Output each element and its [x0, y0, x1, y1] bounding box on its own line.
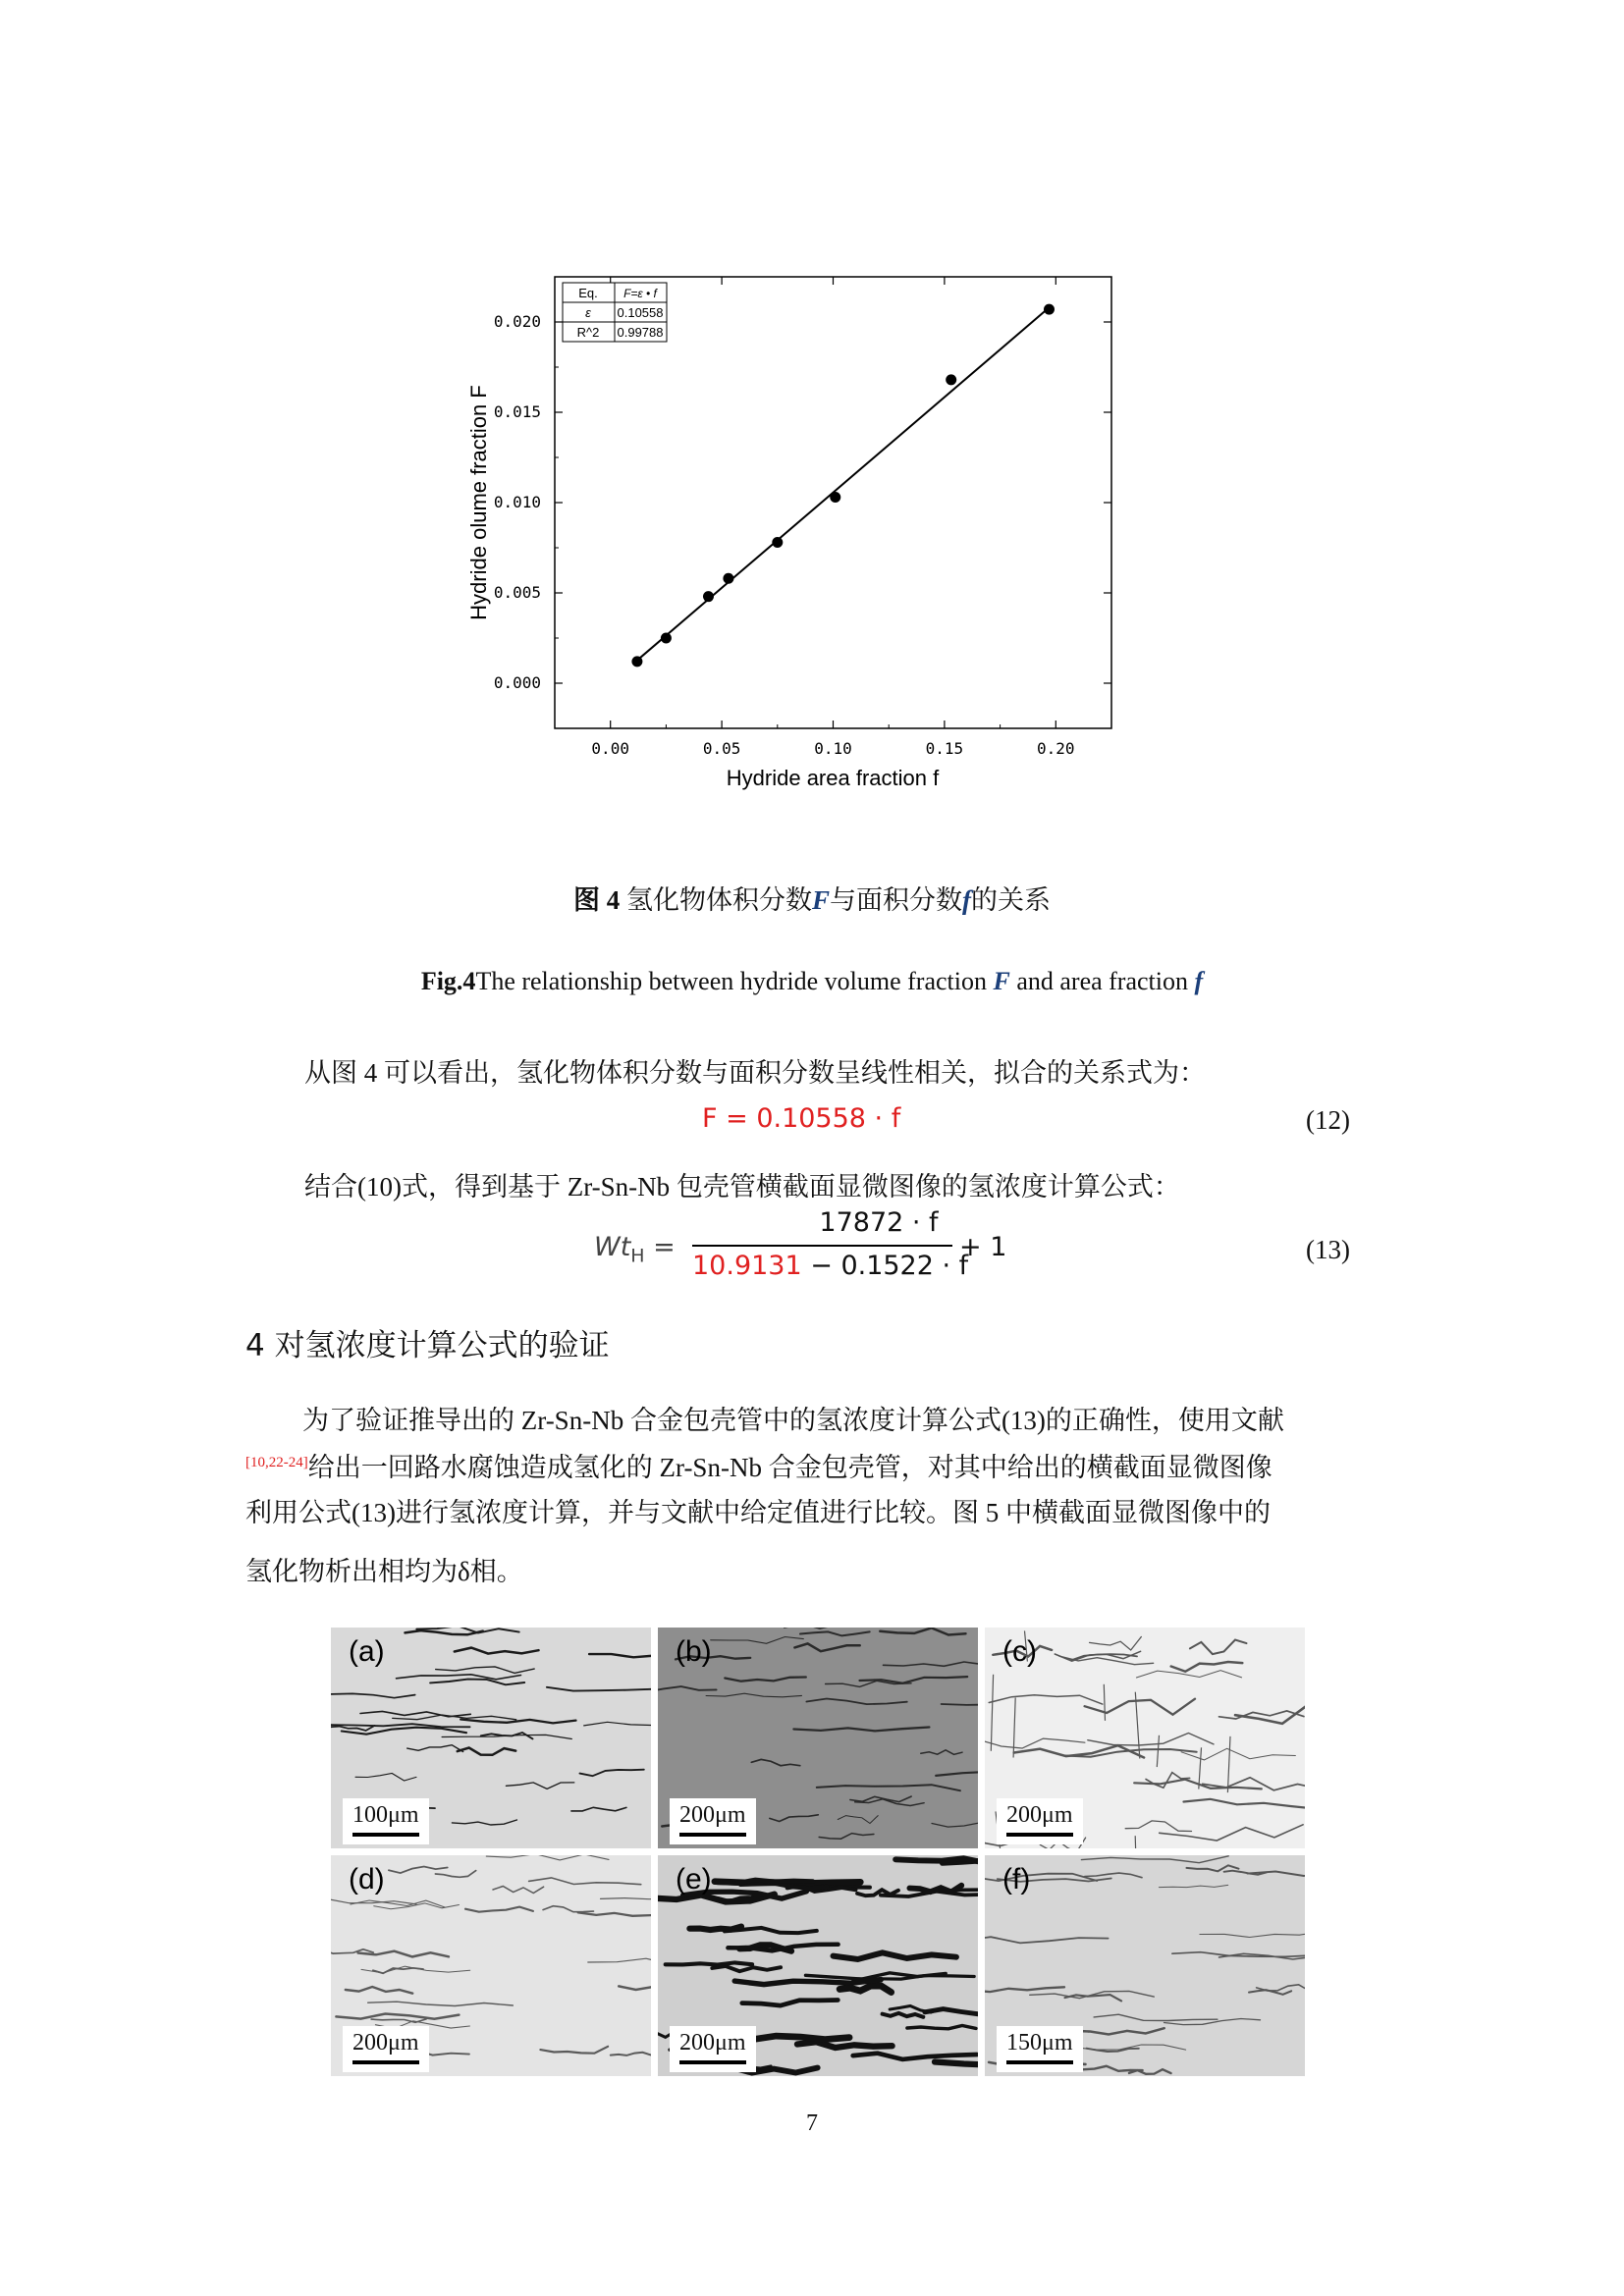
hydride-streak [458, 1748, 515, 1755]
hydride-streak [658, 1686, 717, 1692]
hydride-streak [436, 1667, 535, 1674]
hydride-streak [506, 1783, 573, 1789]
y-tick-label: 0.000 [493, 673, 541, 692]
hydride-streak [430, 1680, 524, 1685]
hydride-branch [1157, 1735, 1159, 1767]
caption-cn-symbol-f: f [962, 885, 971, 915]
hydride-streak [1160, 1825, 1303, 1841]
micrograph-panel-label: (d) [349, 1863, 385, 1896]
micrograph-panel-label: (b) [676, 1635, 712, 1668]
section4-line-2-text: 给出一回路水腐蚀造成氢化的 Zr-Sn-Nb 合金包壳管，对其中给出的横截面显微图像 [307, 1453, 1272, 1482]
hydride-streak [389, 1867, 448, 1874]
hydride-streak [725, 1678, 806, 1682]
scale-bar-text: 200μm [679, 2030, 746, 2056]
figure4-caption-cn [0, 879, 1624, 917]
legend-eq-key: Eq. [578, 286, 598, 300]
hydride-streak [1030, 1992, 1155, 1999]
hydride-streak [361, 1966, 470, 1973]
legend-r2-value: 0.99788 [617, 325, 664, 340]
hydride-streak [806, 1699, 906, 1705]
y-tick-label: 0.015 [493, 402, 541, 421]
hydride-streak [578, 1912, 651, 1916]
hydride-streak [1055, 1651, 1140, 1661]
y-axis-label: Hydride olume fraction F [466, 385, 491, 620]
micrograph-panel [331, 1628, 651, 1848]
hydride-branch [1013, 1698, 1015, 1758]
y-tick-label: 0.005 [493, 583, 541, 602]
micrograph-panel [331, 1855, 651, 2076]
figure5-micrograph-grid [331, 1628, 1305, 2074]
hydride-streak [611, 2053, 651, 2056]
hydride-streak [368, 2002, 514, 2005]
hydride-streak [1125, 1821, 1191, 1832]
hydride-streak [1088, 1734, 1214, 1746]
section-4-heading: 4 对氢浓度计算公式的验证 [245, 1328, 610, 1363]
eq13-denominator-red: 10.9131 [692, 1251, 802, 1281]
hydride-streak [985, 1738, 1085, 1748]
caption-cn-label: 图 4 [572, 885, 621, 915]
scale-bar-text: 150μm [1006, 2030, 1073, 2056]
hydride-streak [728, 1945, 838, 1951]
hydride-streak [742, 2001, 839, 2006]
micrograph-scale-bar [670, 2026, 756, 2072]
hydride-streak [331, 1693, 415, 1697]
hydride-streak [932, 1820, 978, 1827]
hydride-streak [1257, 1985, 1305, 1991]
hydride-streak [1190, 1640, 1247, 1655]
micrograph-panel-label: (e) [676, 1863, 712, 1896]
hydride-streak [455, 1648, 539, 1654]
hydride-streak [540, 2047, 608, 2054]
scale-bar-text: 100μm [352, 1802, 419, 1828]
hydride-streak [666, 1962, 752, 1964]
eq13-lhs [594, 1232, 676, 1266]
hydride-streak [397, 1675, 521, 1680]
equation-12: F = 0.10558 · f [702, 1103, 901, 1134]
hydride-streak [435, 1871, 475, 1878]
equation-12-number: (12) [1306, 1105, 1350, 1135]
hydride-streak [884, 1662, 979, 1666]
hydride-streak [909, 1886, 961, 1893]
page-number: 7 [806, 2110, 818, 2136]
hydride-streak [355, 1774, 416, 1782]
scale-bar-text: 200μm [352, 2030, 419, 2056]
hydride-streak [797, 2042, 893, 2048]
caption-cn-symbol-F: F [811, 885, 830, 915]
hydride-streak [794, 1643, 859, 1651]
caption-en-label: Fig.4 [420, 967, 476, 995]
hydride-streak [857, 1890, 898, 1896]
eq13-fraction-bar [692, 1245, 952, 1247]
hydride-streak [706, 1693, 801, 1697]
hydride-streak [883, 2013, 924, 2017]
citation-ref: [10,22-24] [245, 1455, 308, 1470]
section4-line-2 [245, 1447, 1272, 1489]
hydride-streak [486, 1855, 609, 1860]
hydride-branch [1135, 1836, 1137, 1848]
scale-bar-text: 200μm [1006, 1802, 1073, 1828]
scale-bar-line [1006, 1833, 1073, 1837]
figure4-chart [432, 265, 1139, 815]
hydride-streak [589, 1654, 651, 1658]
hydride-streak [785, 1628, 874, 1629]
section4-line-1: 为了验证推导出的 Zr-Sn-Nb 合金包壳管中的氢浓度计算公式(13)的正确性，使用文献 [302, 1406, 1284, 1435]
data-point [631, 656, 642, 667]
hydride-branch [1135, 1692, 1140, 1759]
hydride-streak [336, 2014, 459, 2019]
micrograph-panel-label: (f) [1002, 1863, 1031, 1896]
hydride-branch [1227, 1736, 1230, 1792]
hydride-streak [460, 1720, 575, 1724]
x-tick-label: 0.05 [702, 739, 741, 758]
x-tick-label: 0.00 [591, 739, 629, 758]
hydride-streak [360, 1711, 470, 1716]
figure4-caption-en [0, 967, 1624, 996]
hydride-streak [793, 1728, 929, 1732]
hydride-streak [1181, 1748, 1295, 1760]
micrograph-panel [985, 1628, 1305, 1848]
scale-bar-line [679, 2060, 746, 2064]
caption-en-symbol-f: f [1194, 967, 1204, 995]
hydride-streak [838, 1816, 878, 1824]
equation-13-number: (13) [1306, 1235, 1350, 1264]
x-tick-label: 0.15 [925, 739, 964, 758]
hydride-streak [989, 1695, 1103, 1704]
hydride-branch [991, 1675, 993, 1751]
legend-eq-value: F=ε • f [623, 287, 657, 300]
section4-line-3: 利用公式(13)进行氢浓度计算，并与文献中给定值进行比较。图 5 中横截面显微图像中的 [245, 1498, 1271, 1527]
hydride-streak [689, 1927, 741, 1930]
hydride-streak [860, 1677, 968, 1683]
hydride-branch [1104, 1684, 1105, 1721]
micrograph-scale-bar [997, 1798, 1083, 1844]
hydride-streak [407, 1745, 463, 1752]
hydride-streak [817, 1785, 960, 1790]
hydride-streak [571, 1807, 626, 1811]
caption-cn-text-a: 氢化物体积分数 [625, 885, 812, 915]
hydride-streak [584, 1722, 651, 1730]
caption-cn-text-b: 与面积分数 [830, 885, 962, 915]
hydride-streak [1094, 2014, 1218, 2020]
hydride-streak [371, 2019, 426, 2022]
scale-bar-line [352, 2060, 419, 2064]
hydride-streak [1136, 1671, 1241, 1678]
hydride-streak [711, 1637, 804, 1644]
legend-eps-key: ε [585, 305, 591, 320]
hydride-streak [331, 1724, 470, 1727]
caption-en-text-b: and area fraction [1009, 967, 1195, 995]
x-axis-label-text: Hydride area fraction f [726, 766, 940, 790]
eq13-plus-one: + 1 [959, 1232, 1007, 1262]
eq13-equals: = [644, 1232, 676, 1262]
hydride-streak [547, 1687, 651, 1691]
micrograph-panel-label: (c) [1002, 1635, 1037, 1668]
hydride-streak [493, 1887, 544, 1894]
scale-bar-line [1006, 2060, 1073, 2064]
micrograph-panel [658, 1628, 978, 1848]
hydride-streak [452, 1820, 516, 1825]
hydride-streak [465, 1907, 533, 1912]
micrograph-scale-bar [343, 2026, 429, 2072]
y-axis-ticks [494, 312, 1111, 692]
eq13-lhs-sub: H [630, 1245, 645, 1267]
fit-line [637, 307, 1050, 660]
hydride-streak [942, 1701, 978, 1705]
data-point [946, 374, 956, 385]
caption-cn-text-c: 的关系 [971, 885, 1051, 915]
hydride-streak [1090, 1637, 1142, 1651]
hydride-streak [601, 1897, 652, 1901]
eq13-numerator: 17872 · f [819, 1207, 939, 1238]
micrograph-scale-bar [343, 1798, 429, 1844]
hydride-streak [543, 1906, 594, 1912]
micrograph-scale-bar [670, 1798, 756, 1844]
legend-eps-value: 0.10558 [617, 305, 664, 320]
micrograph-panel [985, 1855, 1305, 2076]
hydride-streak [800, 1631, 870, 1635]
equation-13 [594, 1207, 1006, 1286]
micrograph-panel-label: (a) [349, 1635, 385, 1668]
hydride-streak [1159, 1885, 1227, 1887]
section4-line-4: 氢化物析出相均为δ相。 [245, 1557, 523, 1586]
caption-en-symbol-F: F [993, 967, 1010, 995]
y-tick-label: 0.010 [493, 493, 541, 511]
fit-legend-table [563, 283, 667, 342]
hydride-streak [1200, 1931, 1305, 1937]
hydride-streak [1184, 1799, 1306, 1809]
hydride-streak [935, 2058, 978, 2065]
hydride-streak [751, 1759, 800, 1765]
micrograph-scale-bar [997, 2026, 1083, 2072]
hydride-streak [770, 1815, 819, 1822]
hydride-streak [1082, 2066, 1142, 2071]
y-tick-label: 0.020 [493, 312, 541, 331]
hydride-streak [346, 1987, 412, 1994]
x-tick-label: 0.20 [1037, 739, 1075, 758]
data-point [703, 591, 714, 602]
data-point [830, 492, 840, 503]
hydride-streak [580, 1770, 644, 1777]
hydride-streak [734, 1980, 881, 1985]
eq13-denominator-rest: − 0.1522 · f [801, 1251, 969, 1281]
hydride-streak [1085, 1873, 1142, 1878]
hydride-streak [712, 1966, 781, 1971]
hydride-streak [985, 1937, 1109, 1943]
data-point [772, 537, 783, 548]
hydride-streak [880, 1628, 965, 1634]
eq13-lhs-wt: Wt [594, 1232, 631, 1262]
scale-bar-line [352, 1833, 419, 1837]
hydride-streak [907, 2026, 976, 2029]
hydride-streak [442, 1735, 571, 1738]
hydride-streak [619, 1983, 651, 1990]
hydride-streak [936, 1772, 978, 1780]
data-point [1044, 304, 1055, 315]
hydride-streak [921, 1750, 962, 1755]
hydride-streak [1081, 1856, 1228, 1863]
data-point [723, 573, 733, 584]
data-point [661, 633, 672, 644]
hydride-streak [853, 2054, 977, 2059]
scale-bar-text: 200μm [679, 1802, 746, 1828]
scale-bar-line [679, 1833, 746, 1837]
caption-en-text-a: The relationship between hydride volume fraction [475, 967, 994, 995]
eq13-denominator [692, 1251, 968, 1281]
hydride-streak [839, 1986, 891, 1993]
legend-r2-key: R^2 [576, 325, 600, 340]
hydride-streak [819, 1834, 874, 1840]
hydride-streak [588, 1958, 651, 1965]
x-axis-label [727, 766, 940, 790]
micrograph-panel [658, 1855, 978, 2076]
paragraph-1: 从图 4 可以看出，氢化物体积分数与面积分数呈线性相关，拟合的关系式为： [304, 1058, 1206, 1088]
hydride-branch [1199, 1747, 1202, 1789]
x-tick-label: 0.10 [814, 739, 852, 758]
paragraph-2: 结合(10)式，得到基于 Zr-Sn-Nb 包壳管横截面显微图像的氢浓度计算公式： [304, 1172, 1180, 1201]
hydride-streak [529, 1878, 641, 1885]
hydride-streak [834, 1952, 956, 1959]
hydride-streak [1171, 1662, 1243, 1672]
hydride-streak [1085, 1699, 1195, 1715]
hydride-streak [985, 1987, 1064, 1992]
